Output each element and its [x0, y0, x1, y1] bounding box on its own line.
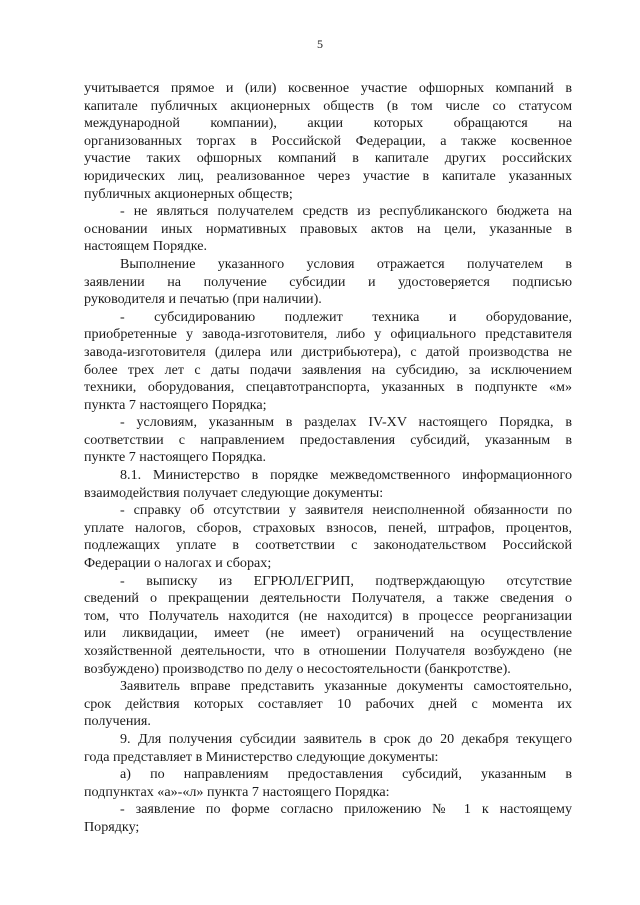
text-line: соответствии с направлением предоставления субсидий, указанным в [84, 431, 572, 448]
text-line: 8.1. Министерство в порядке межведомственного информационного [120, 467, 572, 484]
text-line: публичных акционерных обществ; [84, 185, 293, 202]
paragraph-application-form-clause [84, 801, 572, 836]
text-line: взаимодействия получает следующие документы: [84, 484, 384, 501]
text-line: заявлении на получение субсидии и удостоверяется подписью [84, 273, 572, 290]
paragraph-offshore-clause-continuation [84, 80, 572, 203]
text-line: а) по направлениям предоставления субсидий, указанным в [120, 766, 572, 783]
text-line: подпунктах «а»-«л» пункта 7 настоящего Порядка: [84, 783, 390, 800]
text-line: международной компании), акции которых обращаются на [84, 115, 572, 132]
text-line: или ликвидации, имеет (не имеет) ограничений на осуществление [84, 625, 572, 642]
text-line: более трех лет с даты подачи заявления на субсидию, за исключением [84, 361, 572, 378]
paragraph-budget-funds-clause [84, 203, 572, 256]
paragraph-subsection-a [84, 766, 572, 801]
text-line: организованных торгах в Российской Федерации, а также косвенное [84, 132, 572, 149]
paragraph-egrul-extract-clause [84, 573, 572, 679]
paragraph-equipment-clause [84, 309, 572, 415]
text-line: - не являться получателем средств из республиканского бюджета на [120, 203, 572, 220]
text-line: капитале публичных акционерных обществ (в том числе со статусом [84, 97, 572, 114]
text-line: учитывается прямое и (или) косвенное участие офшорных компаний в [84, 80, 572, 96]
paragraph-section-9 [84, 731, 572, 766]
text-line: подлежащих уплате в соответствии с законодательством Российской [84, 537, 572, 554]
text-line: техники, оборудования, спецавтотранспорта, указанных в подпункте «м» [84, 379, 572, 396]
text-line: пункта 7 настоящего Порядка; [84, 396, 267, 413]
text-line: Федерации о налогах и сборах; [84, 555, 272, 572]
text-line: Заявитель вправе представить указанные документы самостоятельно, [120, 678, 572, 695]
paragraph-sections-conditions-clause [84, 414, 572, 467]
text-line: - выписку из ЕГРЮЛ/ЕГРИП, подтверждающую отсутствие [120, 572, 572, 589]
text-line: получения. [84, 713, 151, 730]
text-line: Выполнение указанного условия отражается получателем в [120, 255, 572, 272]
text-line: настоящем Порядке. [84, 238, 208, 255]
paragraph-tax-certificate-clause [84, 502, 572, 572]
text-line: хозяйственной деятельности, что в отношении Получателя возбуждено (не [84, 643, 572, 659]
document-body [84, 80, 572, 837]
text-line: приобретенные у завода-изготовителя, либо у официального представителя [84, 326, 572, 343]
page-number: 5 [317, 37, 323, 51]
text-line: юридических лиц, реализованное через участие в капитале указанных [84, 167, 572, 184]
text-line: года представляет в Министерство следующие документы: [84, 748, 439, 765]
paragraph-applicant-right-paragraph [84, 678, 572, 731]
paragraph-condition-reflection-paragraph [84, 256, 572, 309]
text-line: - субсидированию подлежит техника и оборудование, [120, 308, 572, 325]
paragraph-section-8-1 [84, 467, 572, 502]
text-line: участие таких офшорных компаний в капитале других российских [84, 150, 572, 167]
text-line: - справку об отсутствии у заявителя неисполненной обязанности по [120, 502, 572, 519]
text-line: срок действия которых составляет 10 рабочих дней с момента их [84, 695, 572, 712]
text-line: - заявление по форме согласно приложению № 1 к настоящему [120, 801, 572, 818]
text-line: руководителя и печатью (при наличии). [84, 291, 322, 308]
text-line: пункте 7 настоящего Порядка. [84, 449, 267, 466]
text-line: Порядку; [84, 818, 140, 835]
text-line: том, что Получатель находится (не находится) в процессе реорганизации [84, 607, 572, 624]
text-line: уплате налогов, сборов, страховых взносов, пеней, штрафов, процентов, [84, 519, 572, 536]
text-line: - условиям, указанным в разделах IV-XV настоящего Порядка, в [120, 414, 572, 431]
text-line: сведений о прекращении деятельности Получателя, а также сведения о [84, 590, 572, 607]
text-line: завода-изготовителя (дилера или дистрибьютера), с датой производства не [84, 343, 572, 360]
text-line: 9. Для получения субсидии заявитель в срок до 20 декабря текущего [120, 730, 572, 747]
text-line: возбуждено) производство по делу о несостоятельности (банкротстве). [84, 660, 511, 677]
text-line: основании иных нормативных правовых актов на цели, указанные в [84, 220, 572, 237]
